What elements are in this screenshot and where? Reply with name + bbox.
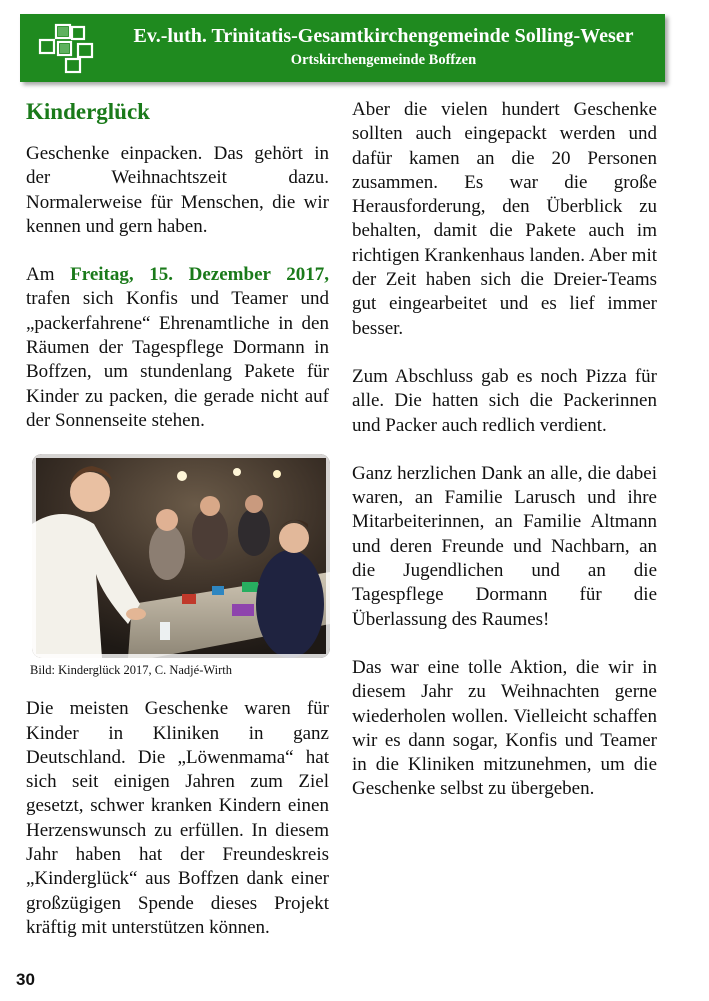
paragraph-event-text: trafen sich Konfis und Teamer und „packerfahrene“ Ehrenamtliche in den Räumen der Tagespflege Dormann in Boffzen, um stundenlang Pakete für Kinder zu packen, die gerade nicht auf der Sonnenseite stehen. (26, 288, 329, 431)
paragraph-pizza: Zum Abschluss gab es noch Pizza für alle. Die hatten sich die Packerinnen und Packer auch redlich verdient. (352, 365, 657, 436)
paragraph-intro: Geschenke einpacken. Das gehört in der Weihnachtszeit dazu. Normalerweise für Menschen, die wir kennen und gern haben. (26, 143, 329, 237)
event-date: Freitag, 15. Dezember 2017, (70, 264, 329, 286)
parish-subtitle: Ortskirchengemeinde Boffzen (290, 52, 477, 68)
paragraph-dank: Ganz herzlichen Dank an alle, die dabei waren, an Familie Larusch und ihre Mitarbeiterinnen, an Familie Altmann und deren Freunde und Nachbarn, an die Jugendlichen und an die Tagespflege Dormann für die Überlassung des Raumes! (352, 462, 657, 630)
paragraph-event (26, 263, 329, 433)
article-photo (32, 454, 330, 658)
header-banner (20, 14, 665, 82)
church-squares-logo-icon (34, 22, 98, 78)
paragraph-einpacken: Aber die vielen hundert Geschenke sollten auch eingepackt werden und dafür kamen an die 20 Personen zusammen. Es war die große Herausforderung, den Überblick zu behalten, damit die Pakete auch im richtigen Krankenhaus landen. Aber mit der Zeit haben sich die Dreier-Teams gut eingearbeitet und es lief immer besser. (352, 99, 657, 339)
left-column (26, 98, 329, 940)
photo-caption: Bild: Kinderglück 2017, C. Nadjé-Wirth (30, 663, 233, 678)
paragraph-ausblick: Das war eine tolle Aktion, die wir in diesem Jahr zu Weihnachten gerne wiederholen wollen. Vielleicht schaffen wir es dann sogar, Konfis und Teamer in die Kliniken mitzunehmen, um die Geschenke selbst zu übergeben. (352, 656, 657, 800)
paragraph-kliniken: Die meisten Geschenke waren für Kinder in Kliniken in ganz Deutschland. Die „Löwenmama“ hat sich seit einigen Jahren zum Ziel gesetzt, schwer kranken Kindern einen Herzenswunsch zu erfüllen. In diesem Jahr haben hat der Freundeskreis „Kinderglück“ aus Boffzen dank einer großzügigen Spende dieses Projekt kräftig mit unterstützen können. (26, 698, 329, 938)
paragraph-event-prefix: Am (26, 264, 55, 286)
page-number: 30 (16, 970, 35, 989)
right-column (352, 98, 657, 802)
article-title: Kinderglück (26, 99, 150, 124)
parish-title: Ev.-luth. Trinitatis-Gesamtkirchengemeinde Solling-Weser (133, 25, 634, 47)
photo-illustration (32, 454, 330, 658)
